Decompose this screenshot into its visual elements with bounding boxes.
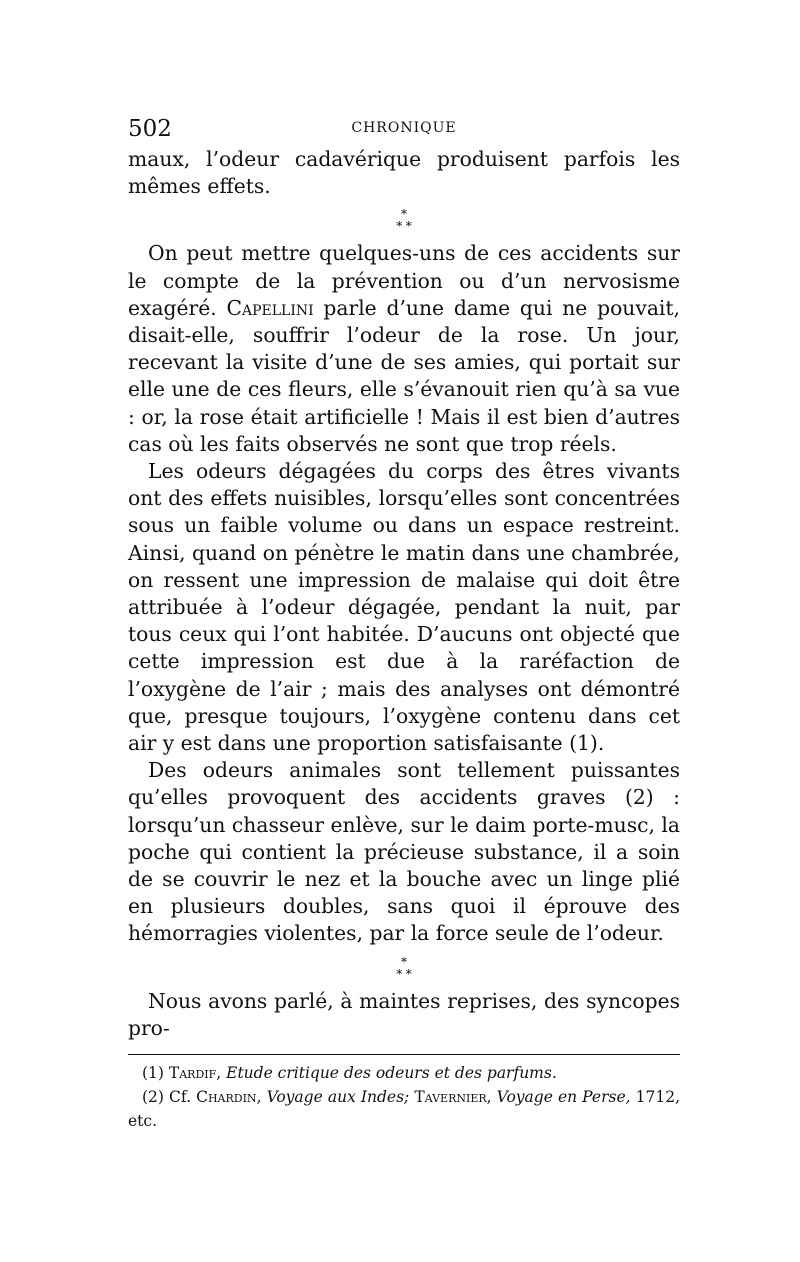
asterisk-icon: * [396, 219, 403, 234]
paragraph-animal-odors: Des odeurs animales sont tellement puissantes qu’elles provoquent des accidents graves (2) : lorsqu’un chasseur enlève, sur le daim porte-musc, la poche qui contient la précieuse substance, il a soin de se couvrir le nez et la bouche avec un linge plié en plusieurs doubles, sans quoi il éprouve des hémorragies violentes, par la force seule de l’odeur. [128, 758, 680, 946]
page-number: 502 [128, 116, 172, 142]
paragraph-text: On peut mettre quelques-uns de ces accidents sur le compte de la prévention ou d’un nervosisme exagéré. [128, 241, 680, 320]
footnote-author: Tardif [168, 1064, 217, 1083]
footnote-title: Voyage aux Indes; [266, 1088, 410, 1107]
footnote-title: Voyage en Perse, [496, 1088, 631, 1107]
book-page [128, 112, 680, 1133]
footnote-author: Chardin [196, 1088, 257, 1107]
footnote-author: Tavernier [414, 1088, 487, 1107]
footnote-1 [128, 1061, 680, 1085]
footnote-2 [128, 1085, 680, 1133]
paragraph-syncopes: Nous avons parlé, à maintes reprises, des syncopes pro- [128, 988, 680, 1040]
paragraph-body-odors: Les odeurs dégagées du corps des êtres vivants ont des effets nuisibles, lorsqu’elles sont concentrées sous un faible volume ou dans un espace restreint. Ainsi, quand on pénètre le matin dans une chambrée, on ressent une impression de malaise qui doit être attribuée à l’odeur dégagée, pendant la nuit, par tous ceux qui l’ont habitée. D’aucuns ont objecté que cette impression est due à la raréfaction de l’oxygène de l’air ; mais des analyses ont démontré que, presque toujours, l’oxygène contenu dans cet air y est dans une proportion satisfaisante (1). [128, 459, 680, 756]
asterisk-icon: * [405, 966, 412, 981]
paragraph-text: parle d’une dame qui ne pouvait, disait-elle, souffrir l’odeur de la rose. Un jour, recevant la visite d’une de ses amies, qui portait sur elle une de ces fleurs, elle s’évanouit rien qu’à sa vue : or, la rose était artificielle ! Mais il est bien d’autres cas où les faits observés ne sont que trop réels. [128, 295, 680, 456]
footnote-title: Etude critique des odeurs et des parfums. [226, 1064, 557, 1083]
asterisk-icon: * [401, 954, 407, 969]
running-title: CHRONIQUE [351, 120, 457, 136]
asterisk-icon: * [401, 207, 407, 222]
asterism-divider [128, 948, 680, 988]
paragraph-prevention [128, 240, 680, 458]
footnote-tail: 1712, etc. [128, 1088, 681, 1131]
body-text [128, 146, 680, 1042]
footnote-separator: , [256, 1088, 267, 1107]
footnote-separator: , [486, 1088, 497, 1107]
footnote-mark: (2) Cf. [142, 1088, 197, 1107]
footnote-separator: , [216, 1064, 227, 1083]
page-header [128, 112, 680, 146]
footnote-rule [128, 1054, 680, 1055]
paragraph-continuation: maux, l’odeur cadavérique produisent parfois les mêmes effets. [128, 147, 680, 199]
asterisk-icon: * [396, 966, 403, 981]
asterisk-icon: * [405, 219, 412, 234]
asterism-divider [128, 200, 680, 240]
author-name: Capellini [226, 295, 314, 320]
footnotes [128, 1061, 680, 1133]
footnote-mark: (1) [142, 1064, 169, 1083]
